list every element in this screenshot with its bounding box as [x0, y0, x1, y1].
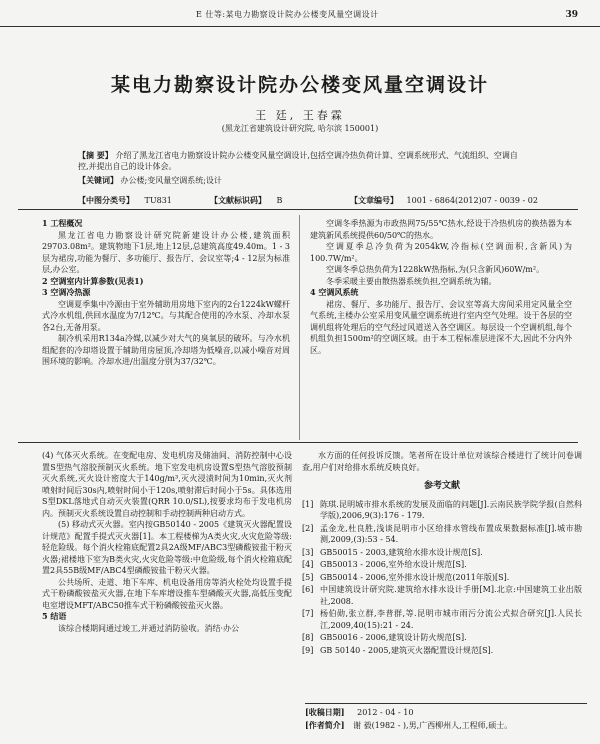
article-title: 某电力勘察设计院办公楼变风量空调设计	[110, 74, 489, 96]
doc-code	[210, 195, 282, 206]
reference-number: [2]	[302, 523, 314, 533]
reference-item	[302, 523, 582, 546]
paragraph: 制冷机采用R134a冷媒,以减少对大气的臭氧层的破坏。与冷水机组配套的冷却塔设置于辅助用房屋顶,冷却塔为低噪音,以减小噪音对周围环境的影响。冷却水进/出温度分别为37/32℃。	[42, 334, 290, 366]
paragraph: 空调冬季热源为市政热网75/55℃热水,经设于冷热机房的换热器为本建筑新风系统提供60/50℃的热水。	[310, 219, 572, 240]
author-bio-value: 谢 毅(1982 - ),男,广西柳州人,工程师,硕士。	[353, 721, 513, 730]
section-heading: 1 工程概况	[42, 218, 83, 228]
paragraph: 裙房、餐厅、多功能厅、报告厅、会议室等高大房间采用定风量全空气系统,主楼办公室采用变风量空调系统进行室内空气处理。设于各层的空调机组将处理后的空气经过风道送入各空调区。每层设一个空调机组,每个机组负担1500m²的空调区域。由于本工程标准层进深不大,因此不分内外区。	[310, 299, 572, 355]
reference-number: [6]	[302, 585, 314, 594]
doc-value: B	[276, 196, 283, 205]
left-column-top	[42, 218, 290, 368]
divider-top	[18, 209, 578, 210]
reference-item	[302, 572, 582, 584]
reference-number: [9]	[302, 645, 314, 655]
reference-text: GB50015 - 2003,建筑给水排水设计规范[S].	[320, 547, 483, 557]
paragraph: 黑龙江省电力勘察设计研究院新建设计办公楼,建筑面积29703.08m²。建筑物地下1层,地上12层,总建筑高度49.40m。1 - 3层为裙房,功能为餐厅、多功能厅、报告厅、会议室等;4 - 12层为标准层,办公室。	[42, 230, 290, 274]
reference-item	[302, 584, 582, 607]
abstract-label: 【摘 要】	[78, 150, 113, 160]
reference-text: GB50016 - 2006,建筑设计防火规范[S].	[320, 633, 467, 642]
section-heading: 5 结语	[42, 611, 67, 621]
reference-item	[302, 547, 582, 559]
paragraph: (5) 移动式灭火器。室内按GB50140 - 2005《建筑灭火器配置设计规范》配置手提式灭火器[1]。本工程楼梯为A类火灾,火灾危险等级:轻危险级。每个消火栓箱底配置2具2A级MF/ABC3型磷酸铵盐干粉灭火器;裙楼地下室为B类火灾,火灾危险等级:中危险级,每个消火栓箱底配置2具55B级MF/ABC4型磷酸铵盐干粉灭火器。	[42, 520, 292, 575]
header-left: E 仕等:某电力勘察设计院办公楼变风量空调设计	[196, 10, 379, 19]
paragraph: 该综合楼期间通过竣工,并通过消防验收。消结·办公	[58, 623, 240, 633]
reference-number: [3]	[302, 547, 314, 557]
reference-item	[302, 499, 582, 522]
received-value: 2012 - 04 - 10	[357, 708, 414, 717]
paragraph: 公共场所、走道、地下车库、机电设备用房等消火栓处均设置手提式干粉磷酸铵盐灭火器,在地下车库增设推车型磷酸灭火器,高低压变配电室增设MFT/ABC50推车式干粉磷酸铵盐灭火器。	[42, 577, 292, 610]
column-divider	[299, 215, 300, 440]
reference-list	[302, 499, 582, 657]
keywords-label: 【关键词】	[78, 175, 118, 185]
keywords-text: 办公楼;变风量空调系统;设计	[120, 176, 222, 185]
references-title: 参考文献	[423, 481, 460, 491]
conclusion-text: 水方面的任何投诉反馈。笔者所在设计单位对该综合楼进行了统计问卷调查,用户们对给排水系统反映良好。	[302, 451, 582, 472]
reference-number: [4]	[302, 560, 314, 569]
reference-item	[302, 645, 582, 657]
reference-text: GB 50140 - 2005,建筑灭火器配置设计规范[S].	[320, 645, 494, 655]
abstract-text: 介绍了黑龙江省电力勘察设计院办公楼变风量空调设计,包括空调冷热负荷计算、空调系统形式、气流组织、空调自控,并提出自己的设计体会。	[78, 151, 518, 171]
reference-text: 陈琪.昆明城市排水系统的发展及面临的问题[J].云南民族学院学报(自然科学版),2006,9(3):176 - 179.	[320, 499, 582, 520]
paragraph: 冬季采暖主要由散热器系统负担,空调系统为辅。	[326, 276, 497, 286]
reference-item	[302, 559, 582, 571]
author-bio-label: [作者简介]	[305, 720, 345, 730]
author-bio	[305, 719, 587, 732]
reference-text: GB50013 - 2006,室外给水设计规范[S].	[320, 560, 467, 569]
abstract	[78, 150, 524, 172]
received-date	[305, 706, 587, 719]
paragraph: 空调夏季总冷负荷为2054kW,冷指标(空调面积,含新风)为100.7W/m²。	[310, 242, 572, 263]
footnote	[305, 703, 587, 732]
keywords	[78, 175, 524, 186]
section-heading: 2 空调室内计算参数(见表1)	[42, 275, 144, 286]
reference-item	[302, 608, 582, 631]
reference-number: [8]	[302, 633, 314, 642]
authors: 王 廷, 王春霖	[255, 109, 345, 122]
received-label: [收稿日期]	[305, 707, 345, 717]
reference-text: 中国建筑设计研究院.建筑给水排水设计手册[M].北京:中国建筑工业出版社,2008.	[320, 585, 582, 606]
page-number: 39	[565, 10, 578, 20]
divider-middle	[18, 442, 578, 443]
affiliation: (黑龙江省建筑设计研究院, 哈尔滨 150001)	[221, 124, 379, 133]
reference-text: 孟金龙,杜良胜,浅谈昆明市小区给排水管线布置成果数据标准[J].城市勘测,2009,(3):53 - 54.	[320, 523, 582, 544]
clc-number	[78, 195, 172, 206]
art-label: 【文章编号】	[350, 195, 398, 205]
reference-number: [5]	[302, 572, 314, 582]
section-heading: 4 空调风系统	[310, 287, 359, 297]
right-column-bottom	[302, 450, 582, 657]
reference-item	[302, 632, 582, 644]
paragraph: (4) 气体灭火系统。在变配电房、发电机房及储油间、消防控制中心设置S型热气溶胶预制灭火系统。地下室发电机房设置S型热气溶胶预制灭火系统,灭火设计密度大于140g/m³,灭火浸渍时间为10min,灭火剂喷射时间后30s内,喷射时间小于120s,喷射滞后时间小于5s。具体选用S型DKL落地式自动灭火装置(QRR 10.0/SL),按要求均布于发电机房内。预制灭火系统设置自动控制和手动控制两种启动方式。	[42, 451, 292, 518]
clc-value: TU831	[144, 196, 172, 205]
doc-label: 【文献标识码】	[210, 195, 266, 205]
paragraph: 空调夏季集中冷源由于室外辅助用房地下室内的2台1224kW螺杆式冷水机组,供回水温度为7/12℃。与其配合使用的冷水泵、冷却水泵各2台,无备用泵。	[42, 299, 290, 332]
left-column-bottom	[42, 450, 292, 634]
reference-text: GB50014 - 2006,室外排水设计规范(2011年版)[S].	[320, 572, 510, 582]
art-value: 1001 - 6864(2012)07 - 0039 - 02	[406, 196, 538, 205]
article-number	[350, 195, 538, 206]
paragraph: 空调冬季总热负荷为1228kW热指标,为(只含新风)60W/m²。	[326, 265, 545, 274]
reference-number: [7]	[302, 609, 314, 618]
running-header	[0, 0, 600, 27]
reference-text: 杨伯勋,张立群,李普群,等.昆明市城市雨污分流公式拟合研究[J].人民长江,2009,40(15):21 - 24.	[320, 609, 582, 630]
right-column-top	[310, 218, 572, 356]
reference-number: [1]	[302, 499, 314, 509]
clc-label: 【中图分类号】	[78, 195, 134, 205]
section-heading: 3 空调冷热源	[42, 287, 91, 297]
